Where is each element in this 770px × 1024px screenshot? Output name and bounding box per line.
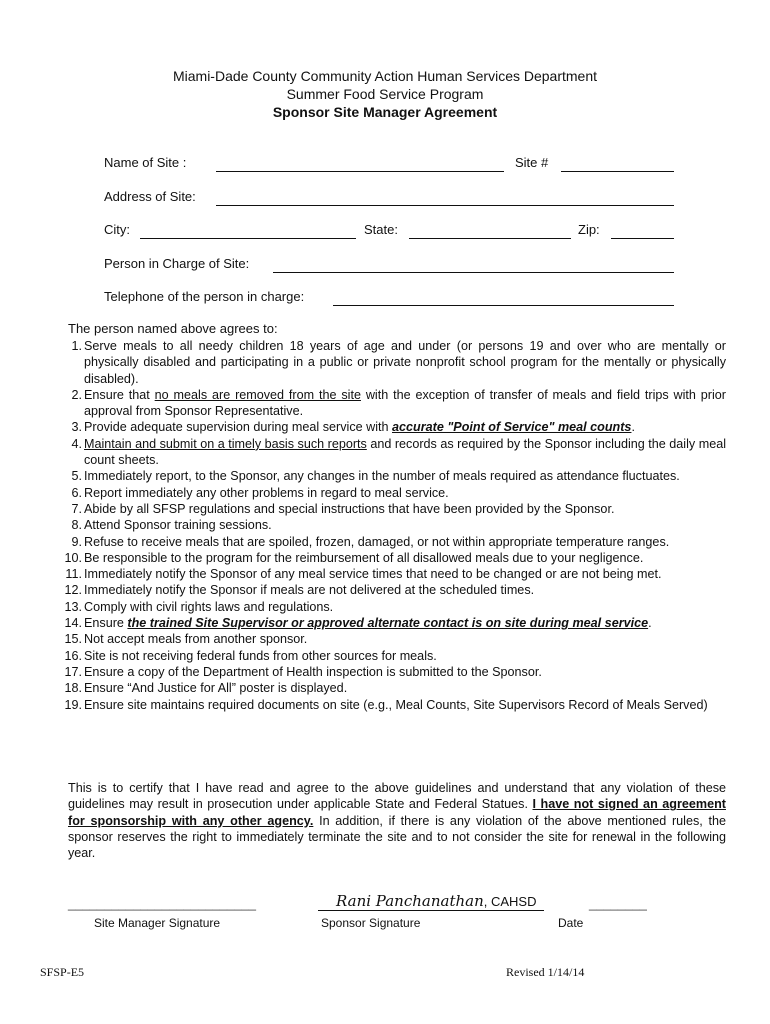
name-of-site-label: Name of Site : xyxy=(104,155,187,170)
list-item-text: Ensure site maintains required documents on site (e.g., Meal Counts, Site Supervisors Record of Meals Served) xyxy=(84,697,708,712)
list-item-number: 1. xyxy=(71,339,82,353)
list-item xyxy=(0,534,770,550)
list-item xyxy=(0,419,770,435)
list-item xyxy=(0,468,770,484)
list-item-text: . xyxy=(648,616,652,631)
list-item-text: Immediately report, to the Sponsor, any changes in the number of meals required as attendance fluctuates. xyxy=(84,469,680,484)
telephone-field[interactable] xyxy=(333,305,674,306)
list-item-number: 8. xyxy=(71,518,82,533)
list-item-underlined-text: Maintain and submit on a timely basis such reports xyxy=(84,436,367,451)
list-item-text: Comply with civil rights laws and regulations. xyxy=(84,599,334,614)
list-item xyxy=(0,615,770,631)
list-item-text: Refuse to receive meals that are spoiled, frozen, damaged, or not within appropriate temperature ranges. xyxy=(84,534,670,549)
list-item-number: 11. xyxy=(65,567,82,582)
list-item xyxy=(0,517,770,533)
telephone-label: Telephone of the person in charge: xyxy=(104,289,305,304)
sponsor-affiliation: , CAHSD xyxy=(483,894,537,909)
list-item-text: Ensure “And Justice for All” poster is displayed. xyxy=(84,681,348,696)
site-number-field[interactable] xyxy=(561,171,674,172)
list-item-text: Attend Sponsor training sessions. xyxy=(84,518,272,533)
list-item-number: 14. xyxy=(64,616,82,631)
list-item xyxy=(0,436,770,469)
list-item-number: 16. xyxy=(64,648,82,663)
sponsor-signature-label: Sponsor Signature xyxy=(321,916,421,930)
list-item xyxy=(0,582,770,598)
list-item-text: Be responsible to the program for the reimbursement of all disallowed meals due to your negligence. xyxy=(84,550,644,565)
state-field[interactable] xyxy=(409,238,571,239)
list-item-text: Abide by all SFSP regulations and special instructions that have been provided by the Sponsor. xyxy=(84,501,615,516)
list-item-number: 10. xyxy=(64,550,82,565)
certification-text-start: This is to certify that I have read and agree to the above guidelines and understand that any violation of these guidelines may result in prosecution under applicable State and Federal Statues. xyxy=(68,781,726,812)
list-item xyxy=(0,648,770,664)
list-item-text: and records as required by the Sponsor including the daily meal count sheets. xyxy=(84,436,726,468)
city-field[interactable] xyxy=(140,238,356,239)
list-item-number: 17. xyxy=(64,664,82,679)
certification-no-other-agency: I have not signed an agreement for sponsorship with any other agency. xyxy=(68,797,726,828)
site-number-label: Site # xyxy=(515,155,549,170)
agreement-intro: The person named above agrees to: xyxy=(68,321,278,336)
list-item xyxy=(0,387,770,420)
list-item-text: Ensure xyxy=(84,616,128,631)
list-item-text: Not accept meals from another sponsor. xyxy=(84,632,308,647)
list-item-emphasis: the trained Site Supervisor or approved alternate contact is on site during meal service xyxy=(127,616,649,631)
list-item-number: 5. xyxy=(71,469,82,484)
state-label: State: xyxy=(364,222,398,237)
date-line[interactable]: ________ xyxy=(589,896,647,911)
list-item xyxy=(0,664,770,680)
list-item xyxy=(0,550,770,566)
person-in-charge-label: Person in Charge of Site: xyxy=(104,256,250,271)
zip-label: Zip: xyxy=(578,222,600,237)
list-item-number: 6. xyxy=(71,485,82,500)
list-item-number: 9. xyxy=(71,534,82,549)
zip-field[interactable] xyxy=(611,238,674,239)
list-item xyxy=(0,338,770,387)
list-item-text: Provide adequate supervision during meal service with xyxy=(84,420,393,435)
document-title: Sponsor Site Manager Agreement xyxy=(272,104,498,120)
list-item-number: 19. xyxy=(64,697,82,712)
date-label: Date xyxy=(558,916,584,930)
list-item-text: Ensure a copy of the Department of Health inspection is submitted to the Sponsor. xyxy=(84,664,542,679)
city-label: City: xyxy=(104,222,130,237)
list-item xyxy=(0,697,770,713)
list-item xyxy=(0,631,770,647)
list-item xyxy=(0,680,770,696)
site-manager-signature-line[interactable]: __________________________ xyxy=(68,896,256,911)
list-item-number: 2. xyxy=(71,387,82,402)
list-item-number: 18. xyxy=(64,681,82,696)
list-item-number: 12. xyxy=(64,583,82,598)
list-item-text: Serve meals to all needy children 18 years of age and under (or persons 19 and over who are mentally or physically disabled and participating in a public or private nonprofit school program for the mentally or physically disabled). xyxy=(84,339,726,386)
agency-title: Miami-Dade County Community Action Human Services Department xyxy=(172,68,598,84)
agreement-list xyxy=(0,338,770,713)
list-item xyxy=(0,599,770,615)
list-item-number: 4. xyxy=(71,436,82,451)
program-title: Summer Food Service Program xyxy=(286,86,484,102)
list-item-text: Immediately notify the Sponsor if meals are not delivered at the scheduled times. xyxy=(84,583,535,598)
list-item-text: . xyxy=(631,420,635,435)
list-item-text: Site is not receiving federal funds from other sources for meals. xyxy=(84,648,437,663)
list-item-text: Immediately notify the Sponsor of any meal service times that need to be changed or are not being met. xyxy=(84,567,662,582)
list-item-number: 3. xyxy=(71,420,82,435)
address-label: Address of Site: xyxy=(104,189,196,204)
certification-paragraph xyxy=(68,780,726,861)
name-of-site-field[interactable] xyxy=(216,171,504,172)
certification-text-end: In addition, if there is any violation of the above mentioned rules, the sponsor reserves the right to immediately terminate the site and to not consider the site for renewal in the following year. xyxy=(68,813,726,861)
list-item-text: Report immediately any other problems in regard to meal service. xyxy=(84,485,449,500)
list-item-text: Ensure that xyxy=(84,387,155,402)
list-item-number: 13. xyxy=(64,599,82,614)
person-in-charge-field[interactable] xyxy=(273,272,674,273)
revision-date: Revised 1/14/14 xyxy=(506,965,585,979)
list-item xyxy=(0,501,770,517)
list-item-number: 15. xyxy=(64,632,82,647)
address-field[interactable] xyxy=(216,205,674,206)
list-item-underlined-text: no meals are removed from the site xyxy=(154,387,361,402)
list-item xyxy=(0,566,770,582)
sponsor-signature-line xyxy=(318,892,544,911)
form-id: SFSP-E5 xyxy=(40,965,85,979)
list-item-text: with the exception of transfer of meals and field trips with prior approval from Sponsor Representative. xyxy=(84,387,726,419)
sponsor-signature: Rani Panchanathan xyxy=(336,892,484,910)
list-item-number: 7. xyxy=(71,501,82,516)
list-item xyxy=(0,485,770,501)
site-manager-signature-label: Site Manager Signature xyxy=(94,916,221,930)
list-item-emphasis: accurate "Point of Service" meal counts xyxy=(392,420,632,435)
